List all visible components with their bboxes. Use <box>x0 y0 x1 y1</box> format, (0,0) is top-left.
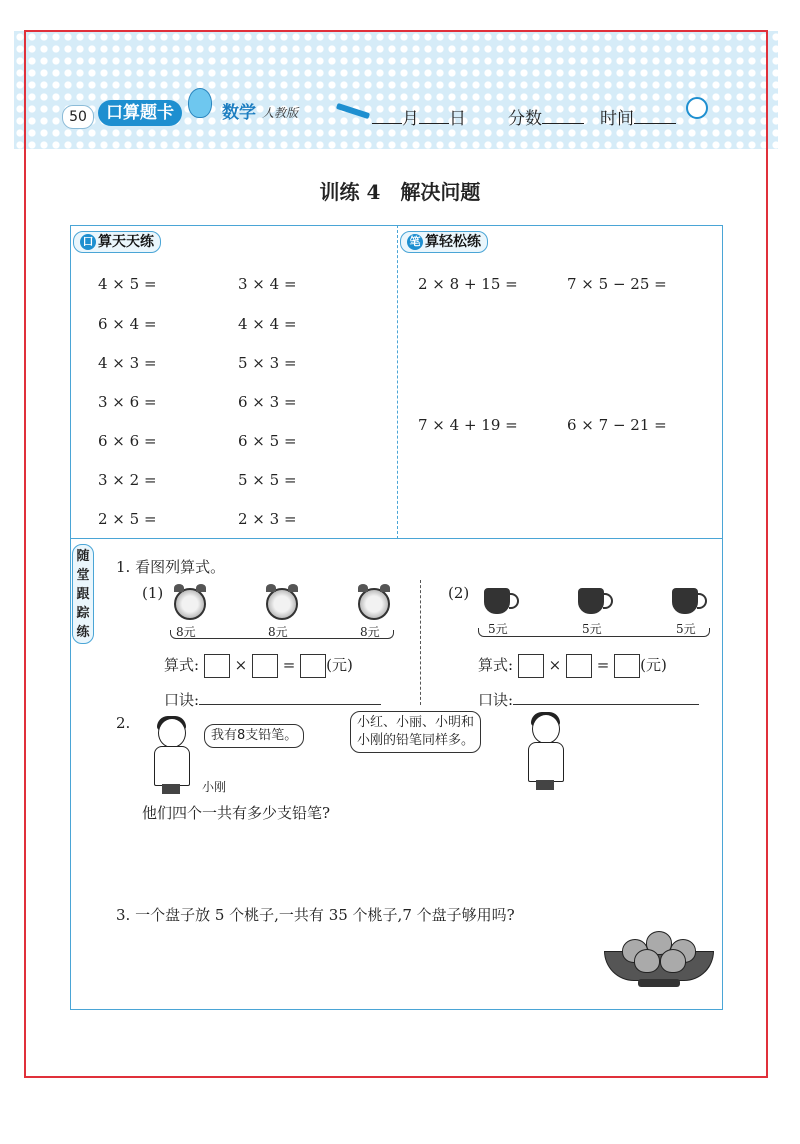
written-problem[interactable]: 2 × 8 + 15 = <box>418 275 518 293</box>
month-label: 月 <box>402 109 419 129</box>
alarm-clock-icon <box>358 588 390 620</box>
question-3-text: 3. 一个盘子放 5 个桃子,一共有 35 个桃子,7 个盘子够用吗? <box>116 906 515 924</box>
price-label: 5元 <box>582 622 602 636</box>
boy-illustration-left <box>150 718 194 798</box>
group-brace <box>478 628 710 637</box>
price-label: 8元 <box>176 625 196 639</box>
section-divider-horizontal <box>70 538 723 539</box>
track-section-tag <box>72 544 94 644</box>
answer-box[interactable] <box>204 654 230 678</box>
times-sign: × <box>548 656 562 674</box>
q1-part2-label: (2) <box>448 584 470 602</box>
peach-bowl-illustration <box>604 927 714 989</box>
time-field[interactable] <box>600 104 676 129</box>
rhyme-answer-line[interactable] <box>513 690 699 705</box>
unit-label: (元) <box>640 656 667 674</box>
question-1-text: 1. 看图列算式。 <box>116 558 226 576</box>
section-divider-vertical <box>397 225 398 539</box>
answer-box[interactable] <box>518 654 544 678</box>
oral-problem[interactable]: 6 × 6 = <box>98 432 157 450</box>
rhyme-answer-line[interactable] <box>199 690 381 705</box>
oral-problem[interactable]: 6 × 4 = <box>98 315 157 333</box>
q1-part1-label: (1) <box>142 584 164 602</box>
score-field[interactable] <box>508 104 584 129</box>
bubble-line: 小刚的铅笔同样多。 <box>357 733 475 748</box>
written-section-tag <box>400 231 488 253</box>
group-brace <box>170 630 394 639</box>
equals-sign: = <box>596 656 610 674</box>
oral-tag-text: 算天天练 <box>98 234 154 250</box>
q1-part1-rhyme <box>164 689 381 710</box>
q1-part2-formula <box>478 654 667 678</box>
oral-problem[interactable]: 4 × 5 = <box>98 275 157 293</box>
boy-name-label: 小刚 <box>202 780 227 794</box>
oral-problem[interactable]: 3 × 2 = <box>98 471 157 489</box>
q1-part-divider <box>420 580 421 705</box>
rhyme-label: 口诀: <box>164 691 200 709</box>
speech-bubble-right <box>350 711 481 753</box>
balloon-icon <box>188 88 212 118</box>
written-problem[interactable]: 6 × 7 − 21 = <box>567 416 667 434</box>
q1-part2-rhyme <box>478 689 699 710</box>
written-problem[interactable]: 7 × 5 − 25 = <box>567 275 667 293</box>
answer-box[interactable] <box>252 654 278 678</box>
price-label: 5元 <box>488 622 508 636</box>
price-label: 8元 <box>360 625 380 639</box>
time-label: 时间 <box>600 109 634 129</box>
date-field[interactable] <box>372 104 466 129</box>
brand-logo: 口算题卡 <box>98 100 182 126</box>
track-tag-char: 随 <box>76 549 90 564</box>
written-tag-text: 算轻松练 <box>425 234 481 250</box>
clock-icon <box>686 97 708 119</box>
bubble-line: 小红、小丽、小明和 <box>357 715 475 730</box>
subject-label: 数学 <box>222 103 256 123</box>
boy-illustration-right <box>524 714 568 794</box>
alarm-clock-icon <box>266 588 298 620</box>
equals-sign: = <box>282 656 296 674</box>
answer-box[interactable] <box>566 654 592 678</box>
page-title: 训练 4 解决问题 <box>319 180 481 204</box>
written-problem[interactable]: 7 × 4 + 19 = <box>418 416 518 434</box>
oral-section-tag <box>73 231 161 253</box>
track-tag-char: 跟 <box>76 587 90 602</box>
track-tag-char: 踪 <box>76 606 90 621</box>
score-label: 分数 <box>508 109 542 129</box>
price-label: 8元 <box>268 625 288 639</box>
formula-label: 算式: <box>478 656 514 674</box>
oral-problem[interactable]: 3 × 4 = <box>238 275 297 293</box>
times-sign: × <box>234 656 248 674</box>
formula-label: 算式: <box>164 656 200 674</box>
question-2-text: 他们四个一共有多少支铅笔? <box>142 804 331 822</box>
oral-problem[interactable]: 4 × 3 = <box>98 354 157 372</box>
speech-bubble-left: 我有8支铅笔。 <box>204 724 304 748</box>
oral-problem[interactable]: 2 × 3 = <box>238 510 297 528</box>
cup-icon <box>672 588 698 614</box>
oral-problem[interactable]: 6 × 3 = <box>238 393 297 411</box>
page-number: 50 <box>62 105 94 129</box>
oral-problem[interactable]: 6 × 5 = <box>238 432 297 450</box>
answer-box[interactable] <box>614 654 640 678</box>
question-2-number: 2. <box>116 714 131 732</box>
oral-problem[interactable]: 5 × 3 = <box>238 354 297 372</box>
written-tag-char: 笔 <box>407 234 423 250</box>
track-tag-char: 练 <box>76 625 90 640</box>
day-label: 日 <box>449 109 466 129</box>
oral-problem[interactable]: 3 × 6 = <box>98 393 157 411</box>
q1-part1-formula <box>164 654 353 678</box>
price-label: 5元 <box>676 622 696 636</box>
edition-label: 人教版 <box>262 106 299 120</box>
oral-tag-char: 口 <box>80 234 96 250</box>
cup-icon <box>578 588 604 614</box>
oral-problem[interactable]: 4 × 4 = <box>238 315 297 333</box>
cup-icon <box>484 588 510 614</box>
unit-label: (元) <box>326 656 353 674</box>
alarm-clock-icon <box>174 588 206 620</box>
answer-box[interactable] <box>300 654 326 678</box>
oral-problem[interactable]: 2 × 5 = <box>98 510 157 528</box>
track-tag-char: 堂 <box>76 568 90 583</box>
oral-problem[interactable]: 5 × 5 = <box>238 471 297 489</box>
rhyme-label: 口诀: <box>478 691 514 709</box>
